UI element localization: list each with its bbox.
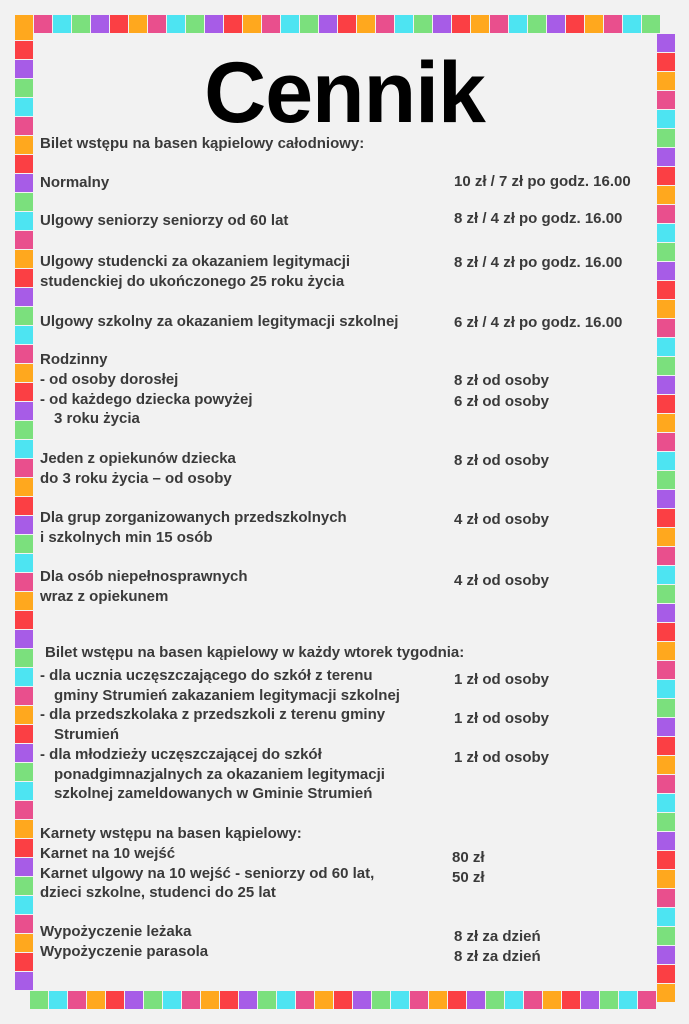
border-square bbox=[657, 623, 675, 641]
item-label: wraz z opiekunem bbox=[40, 588, 169, 605]
border-square bbox=[657, 642, 675, 660]
border-square bbox=[619, 991, 637, 1009]
border-square bbox=[258, 991, 276, 1009]
border-square bbox=[657, 547, 675, 565]
section-heading-daily: Bilet wstępu na basen kąpielowy całodniowy: bbox=[40, 135, 365, 152]
border-square bbox=[657, 927, 675, 945]
border-square bbox=[15, 972, 33, 990]
border-square bbox=[657, 338, 675, 356]
border-square bbox=[657, 813, 675, 831]
border-square bbox=[657, 471, 675, 489]
border-square bbox=[167, 15, 185, 33]
item-price: 8 zł / 4 zł po godz. 16.00 bbox=[454, 210, 623, 227]
border-square bbox=[91, 15, 109, 33]
border-square bbox=[471, 15, 489, 33]
border-square bbox=[201, 991, 219, 1009]
border-square bbox=[224, 15, 242, 33]
item-price: 80 zł bbox=[452, 849, 485, 866]
border-square bbox=[657, 794, 675, 812]
border-square bbox=[638, 991, 656, 1009]
item-label: Normalny bbox=[40, 174, 110, 191]
border-square bbox=[182, 991, 200, 1009]
item-price: 8 zł za dzień bbox=[454, 928, 541, 945]
section-heading-tuesday: Bilet wstępu na basen kąpielowy w każdy wtorek tygodnia: bbox=[45, 644, 465, 661]
border-square bbox=[300, 15, 318, 33]
border-square bbox=[338, 15, 356, 33]
border-square bbox=[657, 509, 675, 527]
item-label: Jeden z opiekunów dziecka bbox=[40, 450, 236, 467]
item-label: Karnet na 10 wejść bbox=[40, 845, 176, 862]
border-square bbox=[372, 991, 390, 1009]
item-label: - dla ucznia uczęszczającego do szkół z terenu bbox=[40, 667, 373, 684]
border-square bbox=[205, 15, 223, 33]
item-price: 8 zł za dzień bbox=[454, 948, 541, 965]
border-square bbox=[15, 915, 33, 933]
border-square bbox=[657, 167, 675, 185]
item-price: 1 zł od osoby bbox=[454, 749, 550, 766]
border-square bbox=[220, 991, 238, 1009]
border-square bbox=[657, 376, 675, 394]
border-square bbox=[15, 934, 33, 952]
border-square bbox=[15, 725, 33, 743]
item-label: i szkolnych min 15 osób bbox=[40, 529, 213, 546]
border-square bbox=[15, 231, 33, 249]
border-square bbox=[509, 15, 527, 33]
border-square bbox=[15, 820, 33, 838]
border-square bbox=[581, 991, 599, 1009]
border-square bbox=[15, 744, 33, 762]
border-square bbox=[657, 566, 675, 584]
border-square bbox=[543, 991, 561, 1009]
item-label: Ulgowy seniorzy seniorzy od 60 lat bbox=[40, 212, 289, 229]
border-square bbox=[604, 15, 622, 33]
border-square bbox=[657, 490, 675, 508]
page-title: Cennik bbox=[204, 45, 485, 141]
border-square bbox=[391, 991, 409, 1009]
border-square bbox=[600, 991, 618, 1009]
border-square bbox=[353, 991, 371, 1009]
section-heading-passes: Karnety wstępu na basen kąpielowy: bbox=[40, 825, 302, 842]
border-square bbox=[657, 832, 675, 850]
border-square bbox=[30, 991, 48, 1009]
border-square bbox=[34, 15, 52, 33]
border-square bbox=[72, 15, 90, 33]
border-square bbox=[15, 782, 33, 800]
item-label: - od osoby dorosłej bbox=[40, 371, 179, 388]
border-square bbox=[657, 224, 675, 242]
item-label: Ulgowy studencki za okazaniem legitymacji bbox=[40, 253, 351, 270]
border-square bbox=[657, 889, 675, 907]
border-square bbox=[15, 136, 33, 154]
border-square bbox=[129, 15, 147, 33]
border-square bbox=[15, 858, 33, 876]
border-square bbox=[15, 345, 33, 363]
border-square bbox=[657, 148, 675, 166]
border-square bbox=[467, 991, 485, 1009]
border-square bbox=[15, 250, 33, 268]
item-label: - dla przedszkolaka z przedszkoli z terenu gminy bbox=[40, 706, 386, 723]
border-square bbox=[334, 991, 352, 1009]
item-label: Dla grup zorganizowanych przedszkolnych bbox=[40, 509, 347, 526]
border-square bbox=[15, 554, 33, 572]
border-square bbox=[15, 478, 33, 496]
border-square bbox=[657, 984, 675, 1002]
border-square bbox=[657, 243, 675, 261]
border-square bbox=[448, 991, 466, 1009]
item-label: dzieci szkolne, studenci do 25 lat bbox=[40, 884, 276, 901]
border-square bbox=[87, 991, 105, 1009]
item-label: Wypożyczenie parasola bbox=[40, 943, 209, 960]
border-square bbox=[657, 870, 675, 888]
border-square bbox=[15, 269, 33, 287]
border-square bbox=[376, 15, 394, 33]
border-square bbox=[562, 991, 580, 1009]
item-label: Strumień bbox=[54, 726, 120, 743]
item-price: 4 zł od osoby bbox=[454, 572, 550, 589]
border-square bbox=[15, 402, 33, 420]
border-square bbox=[106, 991, 124, 1009]
border-square bbox=[15, 630, 33, 648]
border-square bbox=[657, 186, 675, 204]
border-square bbox=[657, 851, 675, 869]
border-square bbox=[15, 307, 33, 325]
item-label: gminy Strumień zakazaniem legitymacji szkolnej bbox=[54, 687, 400, 704]
border-square bbox=[262, 15, 280, 33]
border-square bbox=[15, 22, 33, 40]
border-square bbox=[657, 585, 675, 603]
border-square bbox=[15, 212, 33, 230]
border-square bbox=[296, 991, 314, 1009]
border-square bbox=[315, 991, 333, 1009]
border-square bbox=[15, 592, 33, 610]
border-square bbox=[15, 611, 33, 629]
border-square bbox=[429, 991, 447, 1009]
border-square bbox=[452, 15, 470, 33]
border-square bbox=[657, 946, 675, 964]
border-square bbox=[15, 516, 33, 534]
border-square bbox=[657, 433, 675, 451]
border-square bbox=[15, 896, 33, 914]
item-label: - od każdego dziecka powyżej bbox=[40, 391, 253, 408]
border-square bbox=[657, 452, 675, 470]
border-square bbox=[657, 737, 675, 755]
border-square bbox=[15, 706, 33, 724]
border-square bbox=[15, 535, 33, 553]
border-square bbox=[657, 756, 675, 774]
border-square bbox=[657, 414, 675, 432]
item-label: do 3 roku życia – od osoby bbox=[40, 470, 232, 487]
border-square bbox=[585, 15, 603, 33]
border-square bbox=[657, 965, 675, 983]
border-square bbox=[657, 395, 675, 413]
border-square bbox=[15, 953, 33, 971]
border-square bbox=[657, 604, 675, 622]
border-square bbox=[49, 991, 67, 1009]
border-square bbox=[505, 991, 523, 1009]
item-price: 50 zł bbox=[452, 869, 485, 886]
border-square bbox=[642, 15, 660, 33]
item-label: - dla młodzieży uczęszczającej do szkół bbox=[40, 746, 322, 763]
border-square bbox=[657, 908, 675, 926]
border-square bbox=[657, 718, 675, 736]
border-square bbox=[186, 15, 204, 33]
border-square bbox=[15, 288, 33, 306]
border-square bbox=[239, 991, 257, 1009]
item-label: Ulgowy szkolny za okazaniem legitymacji szkolnej bbox=[40, 313, 399, 330]
border-square bbox=[68, 991, 86, 1009]
border-square bbox=[414, 15, 432, 33]
border-square bbox=[15, 326, 33, 344]
border-square bbox=[395, 15, 413, 33]
border-square bbox=[15, 364, 33, 382]
border-square bbox=[277, 991, 295, 1009]
border-square bbox=[657, 205, 675, 223]
border-square bbox=[410, 991, 428, 1009]
border-square bbox=[15, 573, 33, 591]
border-square bbox=[15, 383, 33, 401]
border-square bbox=[657, 319, 675, 337]
border-square bbox=[657, 262, 675, 280]
item-label: 3 roku życia bbox=[54, 410, 140, 427]
border-square bbox=[15, 839, 33, 857]
border-square bbox=[15, 421, 33, 439]
item-label: Dla osób niepełnosprawnych bbox=[40, 568, 248, 585]
border-square bbox=[53, 15, 71, 33]
border-square bbox=[524, 991, 542, 1009]
item-label: studenckiej do ukończonego 25 roku życia bbox=[40, 273, 345, 290]
item-price: 8 zł od osoby bbox=[454, 372, 550, 389]
border-square bbox=[148, 15, 166, 33]
border-square bbox=[15, 155, 33, 173]
border-square bbox=[15, 440, 33, 458]
border-square bbox=[566, 15, 584, 33]
border-square bbox=[657, 357, 675, 375]
border-square bbox=[15, 649, 33, 667]
border-square bbox=[657, 528, 675, 546]
border-square bbox=[433, 15, 451, 33]
item-label: szkolnej zameldowanych w Gminie Strumień bbox=[54, 785, 373, 802]
border-square bbox=[319, 15, 337, 33]
item-label: ponadgimnazjalnych za okazaniem legitymacji bbox=[54, 766, 385, 783]
border-square bbox=[486, 991, 504, 1009]
item-price: 6 zł / 4 zł po godz. 16.00 bbox=[454, 314, 623, 331]
border-square bbox=[490, 15, 508, 33]
border-square bbox=[144, 991, 162, 1009]
item-label: Wypożyczenie leżaka bbox=[40, 923, 192, 940]
item-price: 1 zł od osoby bbox=[454, 710, 550, 727]
border-square bbox=[15, 763, 33, 781]
border-square bbox=[357, 15, 375, 33]
border-square bbox=[243, 15, 261, 33]
item-price: 6 zł od osoby bbox=[454, 393, 550, 410]
border-square bbox=[15, 174, 33, 192]
border-square bbox=[15, 459, 33, 477]
item-price: 4 zł od osoby bbox=[454, 511, 550, 528]
border-square bbox=[657, 300, 675, 318]
border-square bbox=[15, 668, 33, 686]
border-square bbox=[657, 680, 675, 698]
border-square bbox=[163, 991, 181, 1009]
border-square bbox=[657, 775, 675, 793]
item-label: Karnet ulgowy na 10 wejść - seniorzy od 60 lat, bbox=[40, 865, 375, 882]
border-square bbox=[657, 661, 675, 679]
border-square bbox=[623, 15, 641, 33]
border-square bbox=[15, 687, 33, 705]
item-label: Rodzinny bbox=[40, 351, 108, 368]
border-square bbox=[547, 15, 565, 33]
border-square bbox=[15, 497, 33, 515]
item-price: 8 zł od osoby bbox=[454, 452, 550, 469]
border-square bbox=[15, 877, 33, 895]
border-square bbox=[15, 801, 33, 819]
border-square bbox=[528, 15, 546, 33]
border-square bbox=[125, 991, 143, 1009]
item-price: 10 zł / 7 zł po godz. 16.00 bbox=[454, 173, 631, 190]
border-square bbox=[15, 193, 33, 211]
border-square bbox=[110, 15, 128, 33]
border-square bbox=[657, 699, 675, 717]
border-square bbox=[657, 281, 675, 299]
border-square bbox=[281, 15, 299, 33]
item-price: 1 zł od osoby bbox=[454, 671, 550, 688]
item-price: 8 zł / 4 zł po godz. 16.00 bbox=[454, 254, 623, 271]
